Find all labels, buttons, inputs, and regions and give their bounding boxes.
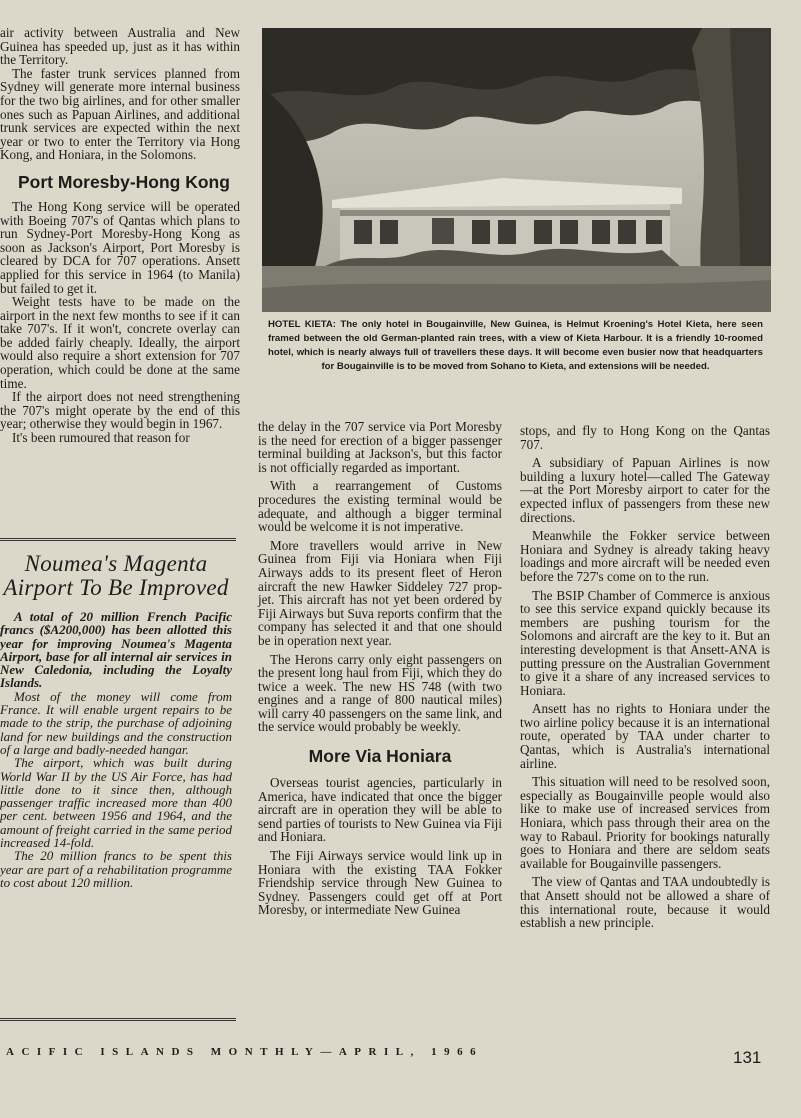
section-rule [0, 538, 236, 541]
paragraph: Weight tests have to be made on the airport in the next few months to see if it can take 707's. If it won't, concrete overlay can be added fairly cheaply. Ideally, the airport would also require a short extension for 707 operation, which could be done at the same time. [0, 294, 240, 391]
paragraph: A subsidiary of Papuan Airlines is now building a luxury hotel—called The Gateway—at the Port Moresby airport to cater for the expected influx of passengers from these new directions. [520, 455, 770, 525]
lead-paragraph: A total of 20 million French Pacific francs ($A200,000) has been allotted this year for improving Noumea's Magenta Airport, base for all internal air services in New Caledonia, including the Loyalty Islands. [0, 609, 232, 691]
paragraph: The 20 million francs to be spent this year are part of a rehabilitation programme to cost about 120 million. [0, 848, 232, 890]
paragraph: Overseas tourist agencies, particularly in America, have indicated that once the bigger aircraft are in operation they will be able to send parties of tourists to New Guinea via Fiji and Honiara. [258, 775, 502, 845]
paragraph: The Fiji Airways service would link up in Honiara with the existing TAA Fokker Friendship service through New Guinea to Sydney. Passengers could get off at Port Moresby, or intermediate New Guinea [258, 848, 502, 918]
page-number: 131 [733, 1048, 762, 1067]
paragraph: Most of the money will come from France. It will enable urgent repairs to be made to the strip, the purchase of adjoining land for new buildings and the construction of a large and badly-needed hangar. [0, 688, 232, 757]
paragraph: air activity between Australia and New Guinea has speeded up, just as it has within the Territory. [0, 25, 240, 68]
paragraph: The faster trunk services planned from Sydney will generate more internal business for the two big airlines, and for other smaller ones such as Papuan Airlines, and additional trunk services are expected within the next year or two to enter the Territory via Hong Kong, and Honiara, in the Solomons. [0, 65, 240, 163]
running-footer: ACIFIC ISLANDS MONTHLY—APRIL, 1966 [6, 1046, 484, 1058]
left-column-article [0, 26, 240, 445]
paragraph: The view of Qantas and TAA undoubtedly is that Ansett should not be allowed a share of this international route, because it would establish a new principle. [520, 874, 770, 931]
paragraph: With a rearrangement of Customs procedures the existing terminal would be adequate, and although a bigger terminal would be welcome it is not imperative. [258, 478, 502, 535]
paragraph: It's been rumoured that reason for [12, 430, 190, 446]
paragraph: Ansett has no rights to Honiara under the two airline policy because it is an international route, operated by TAA under charter to Qantas, which is Australia's international airline. [520, 701, 770, 771]
section-heading: Port Moresby-Hong Kong [18, 171, 230, 192]
paragraph: Meanwhile the Fokker service between Honiara and Sydney is already taking heavy loadings and more aircraft will be needed even before the 727's come on to the run. [520, 528, 770, 584]
section-rule [0, 1018, 236, 1021]
paragraph: stops, and fly to Hong Kong on the Qantas 707. [520, 423, 770, 452]
noumea-article [0, 552, 232, 889]
article-headline: Noumea's Magenta Airport To Be Improved [3, 551, 229, 600]
section-heading: More Via Honiara [308, 746, 452, 767]
paragraph: the delay in the 707 service via Port Moresby is the need for erection of a bigger passenger terminal building at Jackson's, but this factor is not officially regarded as important. [258, 419, 502, 475]
paragraph: If the airport does not need strengthening the 707's might operate by the end of this year; otherwise they would begin in 1967. [0, 389, 240, 432]
hotel-kieta-photo [262, 28, 771, 312]
paragraph: More travellers would arrive in New Guinea from Fiji via Honiara when Fiji Airways adds to its present fleet of Heron aircraft the new Hawker Siddeley 727 prop-jet. This aircraft has not yet been ordered by Fiji Airways but Suva reports confirm that the company has selected it and that one should be in operation next year. [258, 537, 502, 648]
paragraph: The BSIP Chamber of Commerce is anxious to see this service expand quickly because its members are pushing tourism for the Solomons and aircraft are the key to it. But an interesting development is that Ansett-ANA is putting pressure on the Australian Government to give it a share of any increased services to Honiara. [520, 587, 770, 698]
middle-column-article [258, 420, 502, 922]
paragraph: The Herons carry only eight passengers on the present long haul from Fiji, which they do twice a week. The new HS 748 (with two engines and a range of 800 nautical miles) will carry 40 passengers on the same link, and the service would probably be weekly. [258, 651, 502, 735]
paragraph: The airport, which was built during World War II by the US Air Force, has had little done to it since then, although passenger traffic increased more than 400 per cent. between 1956 and 1964, and the amount of freight carried in the same period increased 14-fold. [0, 755, 232, 851]
paragraph: The Hong Kong service will be operated with Boeing 707's of Qantas which plans to run Sydney-Port Moresby-Hong Kong as soon as Jackson's Airport, Port Moresby is cleared by DCA for 707 operations. Ansett applied for this service in 1964 (to Manila) but failed to get it. [0, 198, 240, 296]
photo-caption: HOTEL KIETA: The only hotel in Bougainville, New Guinea, is Helmut Kroening's Hotel Kieta, here seen framed between the old German-planted rain trees, with a view of Kieta Harbour. It is a friendly 10-roomed hotel, which is nearly always full of travellers these days. It will become even busier now that headquarters for Bougainville is to be moved from Sohano to Kieta, and extensions will be needed. [268, 319, 763, 372]
paragraph: This situation will need to be resolved soon, especially as Bougainville people would also like to make use of increased services from Honiara, which pass through their area on the way to Rabaul. Priority for bookings naturally goes to Honiara and there are seldom seats available for Bougainville passengers. [520, 774, 770, 871]
right-column-article [520, 424, 770, 935]
